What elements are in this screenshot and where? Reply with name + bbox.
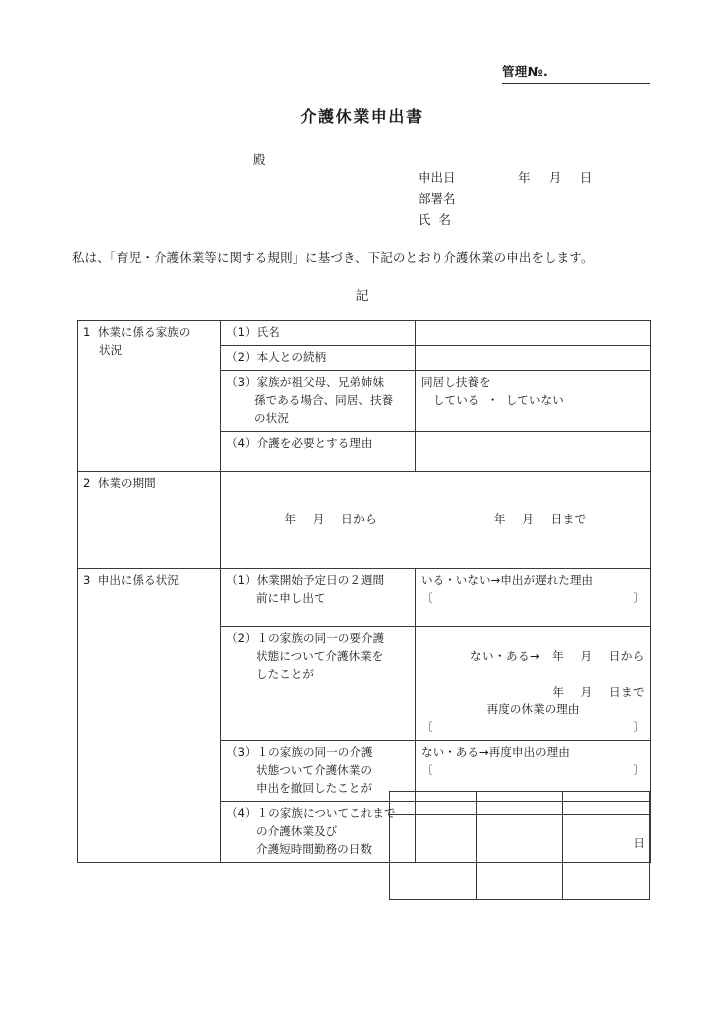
section1-a3-line1: 同居し扶養を xyxy=(421,374,491,389)
section2-category-cell xyxy=(78,471,221,568)
section3-a3-bracket-row[interactable] xyxy=(421,762,645,780)
section3-q2-line3: したことが xyxy=(256,666,314,681)
section3-a1-bracket-row[interactable] xyxy=(421,590,645,608)
section1-q3-line1: （3）家族が祖父母、兄弟姉妹 xyxy=(226,374,385,389)
section3-q2-cell xyxy=(221,626,416,741)
section3-q4-line1: （4）１の家族についてこれまで xyxy=(226,806,396,821)
page-title: 介護休業申出書 xyxy=(300,107,424,126)
section3-q1-line1: （1）休業開始予定日の２週間 xyxy=(226,572,385,587)
section3-q3-line2: 状態ついて介護休業の xyxy=(256,763,372,778)
section3-category-label: 3 申出に係る状況 xyxy=(83,572,179,587)
section2-period-inner xyxy=(226,511,645,529)
section1-a4-cell[interactable] xyxy=(416,431,651,471)
addressee-honorific: 殿 xyxy=(253,152,266,167)
period-from-value[interactable]: 年 月 日から xyxy=(284,511,378,526)
period-to-value[interactable]: 年 月 日まで xyxy=(493,511,587,526)
ki-marker: 記 xyxy=(355,289,369,304)
stamp-body-cell-1[interactable] xyxy=(390,815,477,900)
section3-q4-line3: 介護短時間勤務の日数 xyxy=(256,842,372,857)
section1-q4-line1: （4）介護を必要とする理由 xyxy=(226,435,373,450)
bracket-open: 〔 xyxy=(421,720,433,735)
application-date-label: 申出日 xyxy=(418,170,456,185)
section1-a3-cell[interactable] xyxy=(416,370,651,431)
section1-q4-cell xyxy=(221,431,416,471)
section1-category-cell xyxy=(78,321,221,472)
section3-category-cell xyxy=(78,568,221,863)
section1-q3-line2: 孫である場合、同居、扶養 xyxy=(254,392,394,407)
section3-a2-choice[interactable]: ない・ある→ xyxy=(470,648,541,663)
bracket-close: 〕 xyxy=(633,763,645,778)
stamp-body-cell-3[interactable] xyxy=(563,815,650,900)
admin-number-field[interactable]: 管理№. xyxy=(502,62,650,84)
section3-q3-line1: （3）１の家族の同一の介護 xyxy=(226,745,373,760)
section3-q4-line2: の介護休業及び xyxy=(256,824,338,839)
section3-a2-bracket-row[interactable] xyxy=(421,719,645,737)
bracket-open: 〔 xyxy=(421,763,433,778)
bracket-open: 〔 xyxy=(421,590,433,605)
application-date-value[interactable]: 年 月 日 xyxy=(518,170,593,185)
section3-a2-date-to[interactable]: 年 月 日まで xyxy=(552,684,645,699)
stamp-header-cell-2[interactable] xyxy=(476,792,563,815)
section3-a1-cell[interactable] xyxy=(416,568,651,626)
section3-q3-line3: 申出を撤回したことが xyxy=(256,781,372,796)
spacer xyxy=(226,453,410,468)
department-row xyxy=(418,189,593,210)
spacer xyxy=(226,608,410,623)
section3-a3-choice[interactable]: ない・ある→再度申出の理由 xyxy=(421,745,570,760)
section1-q1-cell xyxy=(221,321,416,346)
table-row xyxy=(78,321,651,346)
section1-category-line2: 状況 xyxy=(99,342,123,357)
section1-q2-line1: （2）本人との続柄 xyxy=(226,349,327,364)
name-row xyxy=(418,210,593,231)
section1-a3-choice[interactable]: している ・ していない xyxy=(433,392,564,407)
section1-q3-line3: の状況 xyxy=(254,410,289,425)
table-row xyxy=(78,471,651,568)
section3-a4-unit: 日 xyxy=(633,836,645,851)
stamp-header-row xyxy=(390,792,650,815)
stamp-body-row xyxy=(390,815,650,900)
section1-category-line1: 1 休業に係る家族の xyxy=(83,325,191,339)
section1-a2-cell[interactable] xyxy=(416,345,651,370)
section1-q1-line1: （1）氏名 xyxy=(226,325,280,339)
stamp-header-cell-3[interactable] xyxy=(563,792,650,815)
application-form-table xyxy=(77,320,651,863)
section2-period-cell[interactable] xyxy=(221,471,651,568)
stamp-header-cell-1[interactable] xyxy=(390,792,477,815)
section3-a1-choice[interactable]: いる・いない→申出が遅れた理由 xyxy=(421,572,594,587)
section1-q2-cell xyxy=(221,345,416,370)
table-row xyxy=(78,568,651,626)
section3-q1-cell xyxy=(221,568,416,626)
section3-a2-line1[interactable] xyxy=(421,630,645,684)
section3-a2-cell[interactable] xyxy=(416,626,651,741)
section3-a2-date-from[interactable]: 年 月 日から xyxy=(552,648,645,663)
section3-a2-reason-label: 再度の休業の理由 xyxy=(486,702,580,717)
bracket-close: 〕 xyxy=(633,590,645,605)
application-date-row xyxy=(418,168,593,189)
name-label: 氏 名 xyxy=(418,212,451,227)
section1-a1-cell[interactable] xyxy=(416,321,651,346)
intro-paragraph: 私は、「育児・介護休業等に関する規則」に基づき、下記のとおり介護休業の申出をします。 xyxy=(72,250,594,265)
department-label: 部署名 xyxy=(418,191,456,206)
bracket-close: 〕 xyxy=(633,720,645,735)
approval-stamp-table xyxy=(389,791,650,900)
section3-q3-cell xyxy=(221,741,416,802)
section3-q4-cell xyxy=(221,802,416,863)
section3-q1-line2: 前に申し出て xyxy=(256,590,326,605)
section3-q2-line1: （2）１の家族の同一の要介護 xyxy=(226,630,385,645)
header-fields xyxy=(418,168,593,231)
stamp-body-cell-2[interactable] xyxy=(476,815,563,900)
section1-q3-cell xyxy=(221,370,416,431)
section3-q2-line2: 状態について介護休業を xyxy=(256,648,384,663)
section2-category-label: 2 休業の期間 xyxy=(83,475,156,490)
